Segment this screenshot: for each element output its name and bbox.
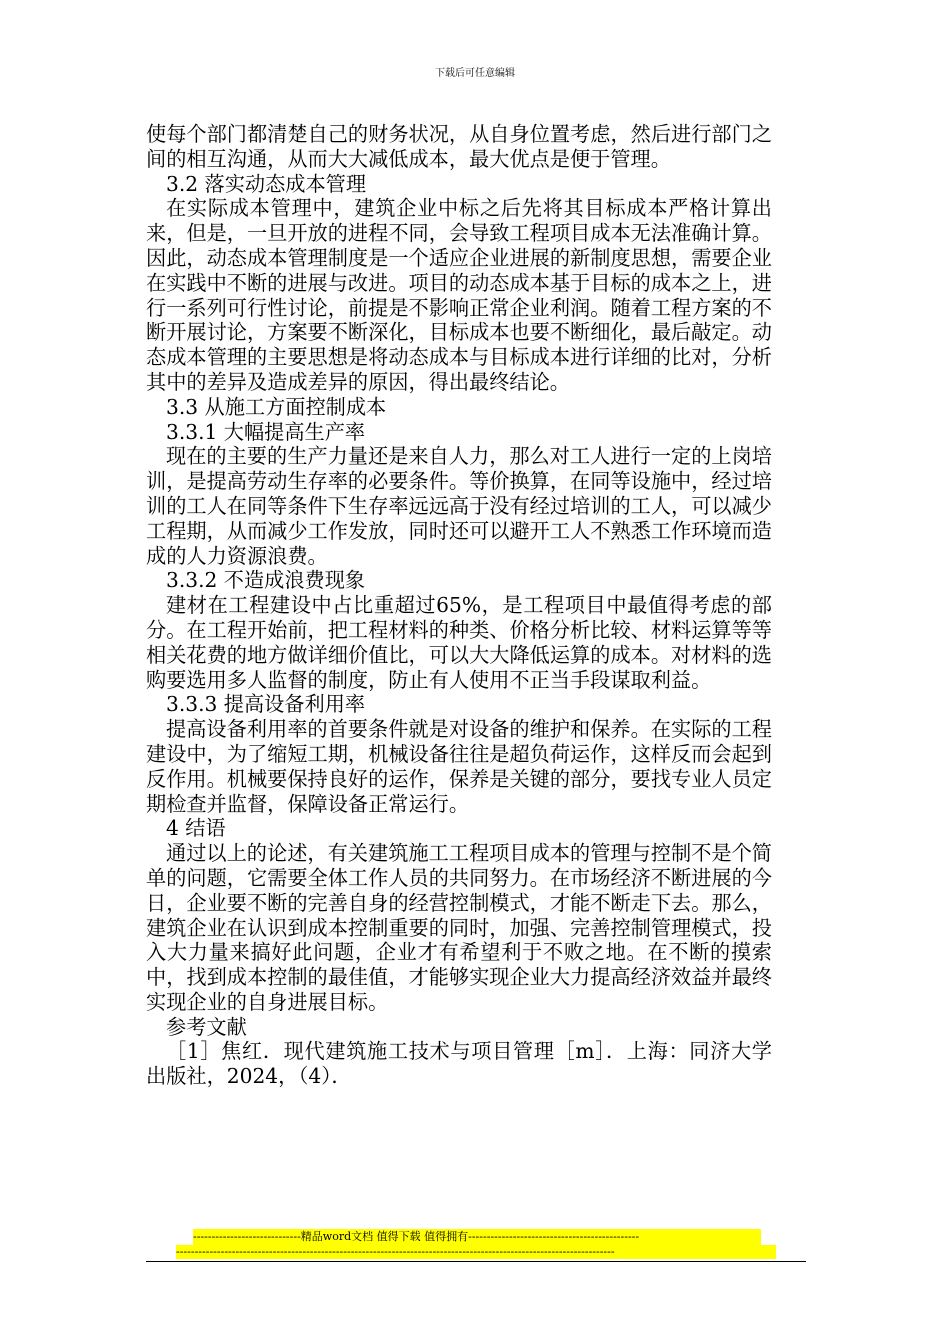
- section-heading: 4 结语: [166, 816, 226, 841]
- document-body: [146, 122, 772, 1089]
- paragraph: 通过以上的论述，有关建筑施工工程项目成本的管理与控制不是个简单的问题，它需要全体工作人员的共同努力。在市场经济不断进展的今日，企业要不断的完善自身的经营控制模式，才能不断走下去。那么，建筑企业在认识到成本控制重要的同时，加强、完善控制管理模式，投入大力量来搞好此问题，企业才有希望利于不败之地。在不断的摸索中，找到成本控制的最佳值，才能够实现企业大力提高经济效益并最终实现企业的自身进展目标。: [146, 841, 772, 1014]
- subsection-heading: 3.3.2 不造成浪费现象: [166, 568, 366, 593]
- paragraph-continuation: 使每个部门都清楚自己的财务状况，从自身位置考虑，然后进行部门之间的相互沟通，从而大大减低成本，最大优点是便于管理。: [146, 122, 772, 171]
- paragraph: 现在的主要的生产力量还是来自人力，那么对工人进行一定的上岗培训，是提高劳动生存率的必要条件。等价换算，在同等设施中，经过培训的工人在同等条件下生存率远远高于没有经过培训的工人，可以减少工程期，从而减少工作发放，同时还可以避开工人不熟悉工作环境而造成的人力资源浪费。: [146, 444, 772, 568]
- footer-dashes: ----------------------------------------------------------------------------------------------------------------------: [176, 1245, 776, 1259]
- subsection-heading: 3.3.3 提高设备利用率: [166, 692, 366, 717]
- page-header: 下载后可任意编辑: [435, 68, 515, 79]
- paragraph: 建材在工程建设中占比重超过65%，是工程项目中最值得考虑的部分。在工程开始前，把工程材料的种类、价格分析比较、材料运算等等相关花费的地方做详细价值比，可以大大降低运算的成本。对材料的选购要选用多人监督的制度，防止有人使用不正当手段谋取利益。: [146, 593, 772, 692]
- section-heading: 3.3 从施工方面控制成本: [166, 394, 387, 419]
- reference-item: ［1］焦红．现代建筑施工技术与项目管理［m］．上海：同济大学出版社，2024，（4）．: [146, 1039, 772, 1089]
- footer-banner: -----------------------------精品word文档 值得下载 值得拥有----------------------------------------------: [193, 1229, 761, 1245]
- references-heading: 参考文献: [166, 1014, 247, 1039]
- subsection-heading: 3.3.1 大幅提高生产率: [166, 419, 366, 444]
- section-heading: 3.2 落实动态成本管理: [166, 171, 367, 196]
- paragraph: 提高设备利用率的首要条件就是对设备的维护和保养。在实际的工程建设中，为了缩短工期，机械设备往往是超负荷运作，这样反而会起到反作用。机械要保持良好的运作，保养是关键的部分，要找专业人员定期检查并监督，保障设备正常运行。: [146, 717, 772, 816]
- paragraph: 在实际成本管理中，建筑企业中标之后先将其目标成本严格计算出来，但是，一旦开放的进程不同，会导致工程项目成本无法准确计算。因此，动态成本管理制度是一个适应企业进展的新制度思想，需要企业在实践中不断的进展与改进。项目的动态成本基于目标的成本之上，进行一系列可行性讨论，前提是不影响正常企业利润。随着工程方案的不断开展讨论，方案要不断深化，目标成本也要不断细化，最后敲定。动态成本管理的主要思想是将动态成本与目标成本进行详细的比对，分析其中的差异及造成差异的原因，得出最终结论。: [146, 196, 772, 394]
- footer-divider: [146, 1261, 806, 1262]
